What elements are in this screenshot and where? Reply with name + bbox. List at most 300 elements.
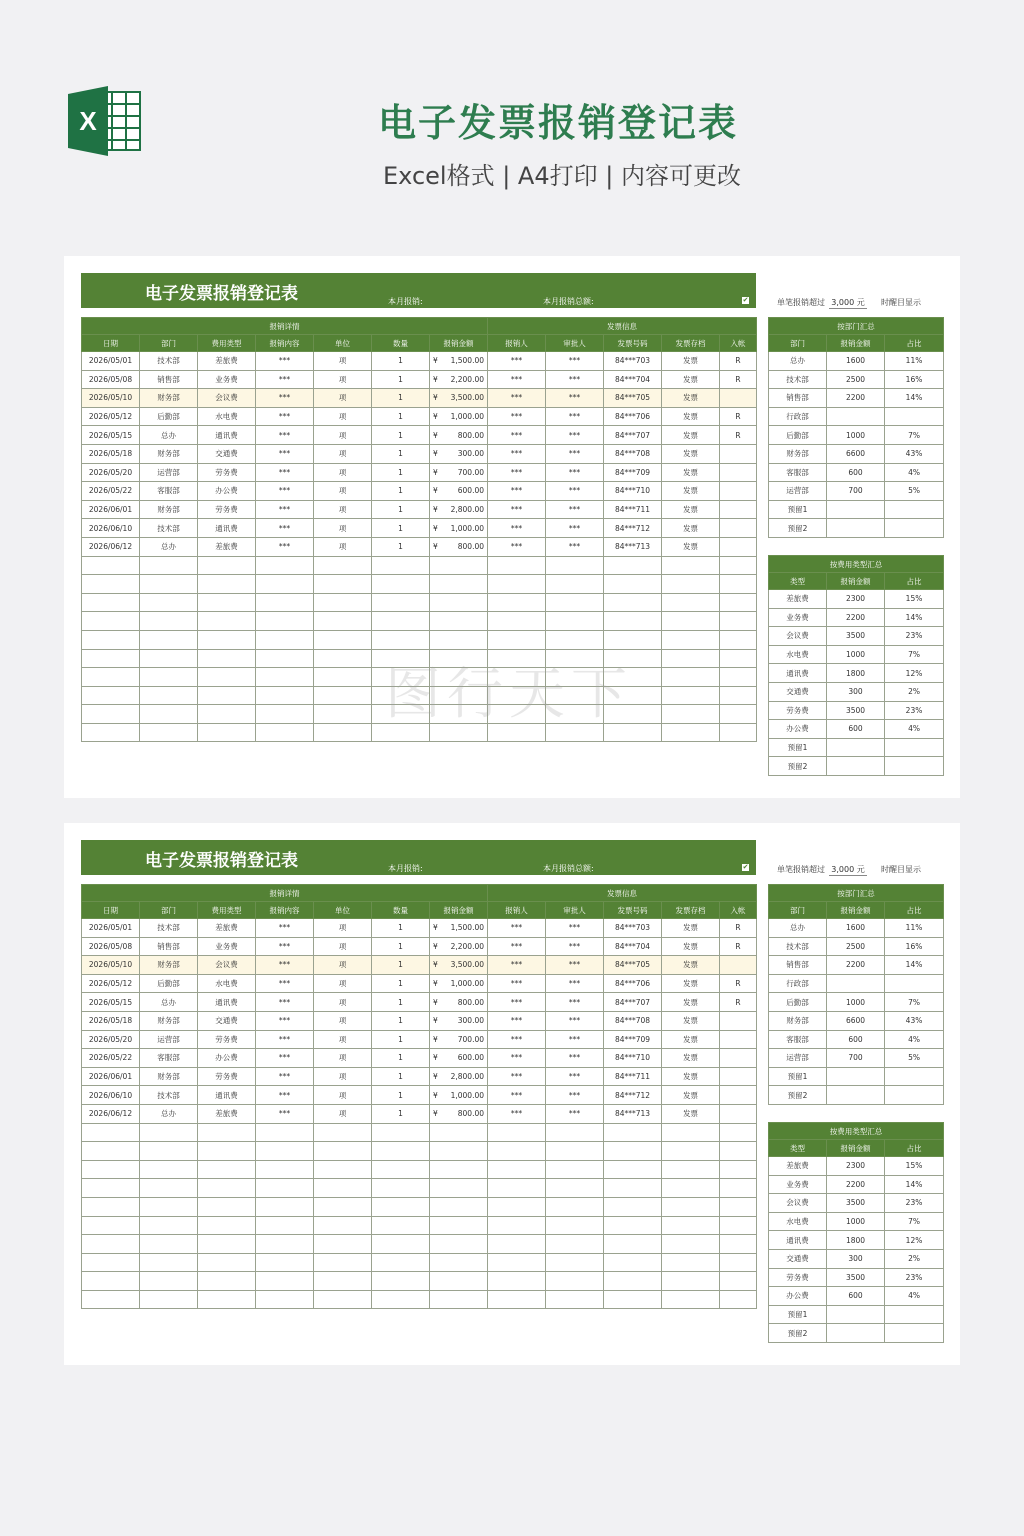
empty-cell[interactable] bbox=[256, 630, 314, 649]
summary-cell[interactable]: 预留1 bbox=[769, 500, 827, 519]
empty-cell[interactable] bbox=[372, 1123, 430, 1142]
summary-cell[interactable]: 600 bbox=[827, 1287, 885, 1306]
table-cell[interactable]: *** bbox=[546, 500, 604, 519]
empty-cell[interactable] bbox=[140, 668, 198, 687]
table-cell[interactable] bbox=[720, 519, 757, 538]
summary-cell[interactable]: 会议费 bbox=[769, 627, 827, 646]
table-cell[interactable]: 项 bbox=[314, 956, 372, 975]
table-cell[interactable] bbox=[720, 956, 757, 975]
table-cell[interactable] bbox=[430, 919, 488, 938]
table-cell[interactable]: 1 bbox=[372, 444, 430, 463]
table-cell[interactable] bbox=[720, 500, 757, 519]
empty-cell[interactable] bbox=[604, 1290, 662, 1309]
table-cell[interactable] bbox=[430, 482, 488, 501]
summary-cell[interactable] bbox=[885, 1305, 944, 1324]
summary-cell[interactable]: 23% bbox=[885, 627, 944, 646]
summary-cell[interactable]: 23% bbox=[885, 701, 944, 720]
empty-cell[interactable] bbox=[546, 1142, 604, 1161]
table-cell[interactable]: 1 bbox=[372, 370, 430, 389]
summary-cell[interactable]: 客服部 bbox=[769, 1030, 827, 1049]
table-cell[interactable]: 差旅费 bbox=[198, 1104, 256, 1123]
empty-cell[interactable] bbox=[314, 1290, 372, 1309]
table-cell[interactable]: *** bbox=[256, 537, 314, 556]
summary-cell[interactable]: 14% bbox=[885, 608, 944, 627]
table-cell[interactable]: *** bbox=[546, 370, 604, 389]
empty-cell[interactable] bbox=[314, 1142, 372, 1161]
table-cell[interactable]: 差旅费 bbox=[198, 537, 256, 556]
empty-cell[interactable] bbox=[488, 1179, 546, 1198]
table-cell[interactable]: 84***712 bbox=[604, 1086, 662, 1105]
summary-cell[interactable]: 1600 bbox=[827, 352, 885, 371]
table-cell[interactable]: 1 bbox=[372, 937, 430, 956]
empty-cell[interactable] bbox=[546, 575, 604, 594]
empty-cell[interactable] bbox=[314, 556, 372, 575]
empty-cell[interactable] bbox=[662, 1179, 720, 1198]
empty-cell[interactable] bbox=[546, 1123, 604, 1142]
summary-cell[interactable]: 43% bbox=[885, 444, 944, 463]
empty-cell[interactable] bbox=[546, 1253, 604, 1272]
table-cell[interactable]: *** bbox=[488, 500, 546, 519]
table-cell[interactable]: *** bbox=[488, 1067, 546, 1086]
table-cell[interactable]: 项 bbox=[314, 426, 372, 445]
threshold-value[interactable]: 3,000 元 bbox=[829, 864, 867, 876]
table-cell[interactable]: *** bbox=[256, 1104, 314, 1123]
empty-cell[interactable] bbox=[720, 668, 757, 687]
empty-cell[interactable] bbox=[198, 1179, 256, 1198]
empty-cell[interactable] bbox=[256, 1253, 314, 1272]
summary-cell[interactable]: 3500 bbox=[827, 1194, 885, 1213]
summary-cell[interactable]: 15% bbox=[885, 590, 944, 609]
table-cell[interactable]: 财务部 bbox=[140, 1067, 198, 1086]
empty-cell[interactable] bbox=[198, 630, 256, 649]
table-cell[interactable]: 通讯费 bbox=[198, 1086, 256, 1105]
empty-cell[interactable] bbox=[720, 575, 757, 594]
empty-cell[interactable] bbox=[430, 1235, 488, 1254]
empty-cell[interactable] bbox=[546, 1197, 604, 1216]
empty-cell[interactable] bbox=[662, 686, 720, 705]
empty-cell[interactable] bbox=[198, 556, 256, 575]
summary-cell[interactable]: 水电费 bbox=[769, 645, 827, 664]
table-cell[interactable]: 差旅费 bbox=[198, 352, 256, 371]
table-cell[interactable]: 1 bbox=[372, 1049, 430, 1068]
table-cell[interactable]: 84***706 bbox=[604, 974, 662, 993]
empty-cell[interactable] bbox=[140, 705, 198, 724]
table-cell[interactable]: *** bbox=[546, 1030, 604, 1049]
empty-cell[interactable] bbox=[256, 1216, 314, 1235]
table-cell[interactable]: 财务部 bbox=[140, 389, 198, 408]
table-cell[interactable]: *** bbox=[488, 974, 546, 993]
empty-cell[interactable] bbox=[430, 612, 488, 631]
empty-cell[interactable] bbox=[82, 686, 140, 705]
table-cell[interactable]: 总办 bbox=[140, 426, 198, 445]
summary-cell[interactable]: 预留1 bbox=[769, 1305, 827, 1324]
table-cell[interactable] bbox=[430, 1067, 488, 1086]
summary-cell[interactable]: 行政部 bbox=[769, 974, 827, 993]
table-cell[interactable]: 客服部 bbox=[140, 482, 198, 501]
empty-cell[interactable] bbox=[662, 1253, 720, 1272]
table-cell[interactable]: 业务费 bbox=[198, 937, 256, 956]
empty-cell[interactable] bbox=[140, 612, 198, 631]
empty-cell[interactable] bbox=[140, 1235, 198, 1254]
summary-cell[interactable]: 1800 bbox=[827, 1231, 885, 1250]
summary-cell[interactable] bbox=[885, 1067, 944, 1086]
table-cell[interactable]: *** bbox=[546, 1086, 604, 1105]
empty-cell[interactable] bbox=[430, 1216, 488, 1235]
table-cell[interactable]: 项 bbox=[314, 407, 372, 426]
empty-cell[interactable] bbox=[140, 1123, 198, 1142]
table-cell[interactable]: *** bbox=[488, 1086, 546, 1105]
summary-cell[interactable]: 1000 bbox=[827, 426, 885, 445]
empty-cell[interactable] bbox=[198, 1272, 256, 1291]
summary-cell[interactable]: 23% bbox=[885, 1268, 944, 1287]
table-cell[interactable]: *** bbox=[488, 937, 546, 956]
summary-cell[interactable]: 43% bbox=[885, 1011, 944, 1030]
summary-cell[interactable]: 4% bbox=[885, 1030, 944, 1049]
empty-cell[interactable] bbox=[372, 1197, 430, 1216]
table-cell[interactable]: *** bbox=[546, 444, 604, 463]
empty-cell[interactable] bbox=[430, 1123, 488, 1142]
table-cell[interactable]: 发票 bbox=[662, 482, 720, 501]
empty-cell[interactable] bbox=[604, 1235, 662, 1254]
table-cell[interactable]: 2026/05/22 bbox=[82, 482, 140, 501]
table-cell[interactable]: *** bbox=[488, 1030, 546, 1049]
summary-cell[interactable]: 12% bbox=[885, 664, 944, 683]
summary-cell[interactable]: 16% bbox=[885, 937, 944, 956]
empty-cell[interactable] bbox=[198, 705, 256, 724]
empty-cell[interactable] bbox=[604, 1197, 662, 1216]
table-cell[interactable]: *** bbox=[256, 919, 314, 938]
empty-cell[interactable] bbox=[198, 1142, 256, 1161]
table-cell[interactable] bbox=[720, 1104, 757, 1123]
empty-cell[interactable] bbox=[140, 1160, 198, 1179]
empty-cell[interactable] bbox=[488, 1197, 546, 1216]
empty-cell[interactable] bbox=[82, 1123, 140, 1142]
table-cell[interactable] bbox=[720, 537, 757, 556]
summary-cell[interactable]: 总办 bbox=[769, 352, 827, 371]
table-cell[interactable]: 技术部 bbox=[140, 519, 198, 538]
empty-cell[interactable] bbox=[82, 1253, 140, 1272]
table-cell[interactable] bbox=[430, 407, 488, 426]
empty-cell[interactable] bbox=[140, 723, 198, 742]
table-cell[interactable]: 2026/06/10 bbox=[82, 519, 140, 538]
summary-cell[interactable]: 600 bbox=[827, 463, 885, 482]
empty-cell[interactable] bbox=[256, 1290, 314, 1309]
summary-cell[interactable]: 预留1 bbox=[769, 1067, 827, 1086]
table-cell[interactable]: 1 bbox=[372, 537, 430, 556]
empty-cell[interactable] bbox=[198, 686, 256, 705]
summary-cell[interactable]: 客服部 bbox=[769, 463, 827, 482]
table-cell[interactable]: 财务部 bbox=[140, 444, 198, 463]
table-cell[interactable]: *** bbox=[488, 519, 546, 538]
empty-cell[interactable] bbox=[256, 1179, 314, 1198]
summary-cell[interactable]: 销售部 bbox=[769, 956, 827, 975]
empty-cell[interactable] bbox=[314, 1272, 372, 1291]
table-cell[interactable]: 发票 bbox=[662, 407, 720, 426]
table-cell[interactable]: 1 bbox=[372, 519, 430, 538]
table-cell[interactable]: 2026/05/10 bbox=[82, 956, 140, 975]
empty-cell[interactable] bbox=[198, 1253, 256, 1272]
summary-cell[interactable]: 4% bbox=[885, 463, 944, 482]
table-cell[interactable]: 发票 bbox=[662, 519, 720, 538]
table-cell[interactable] bbox=[430, 1049, 488, 1068]
summary-cell[interactable] bbox=[827, 1305, 885, 1324]
empty-cell[interactable] bbox=[372, 575, 430, 594]
table-cell[interactable] bbox=[430, 937, 488, 956]
empty-cell[interactable] bbox=[662, 612, 720, 631]
summary-cell[interactable]: 2200 bbox=[827, 608, 885, 627]
empty-cell[interactable] bbox=[256, 686, 314, 705]
summary-cell[interactable]: 1000 bbox=[827, 645, 885, 664]
empty-cell[interactable] bbox=[140, 1197, 198, 1216]
empty-cell[interactable] bbox=[314, 1253, 372, 1272]
table-cell[interactable] bbox=[430, 1086, 488, 1105]
empty-cell[interactable] bbox=[546, 593, 604, 612]
empty-cell[interactable] bbox=[140, 1142, 198, 1161]
empty-cell[interactable] bbox=[82, 556, 140, 575]
table-cell[interactable]: 84***706 bbox=[604, 407, 662, 426]
empty-cell[interactable] bbox=[314, 1216, 372, 1235]
empty-cell[interactable] bbox=[488, 1160, 546, 1179]
table-cell[interactable] bbox=[430, 426, 488, 445]
empty-cell[interactable] bbox=[314, 668, 372, 687]
empty-cell[interactable] bbox=[256, 723, 314, 742]
empty-cell[interactable] bbox=[662, 1235, 720, 1254]
empty-cell[interactable] bbox=[720, 1160, 757, 1179]
table-cell[interactable]: 发票 bbox=[662, 352, 720, 371]
empty-cell[interactable] bbox=[604, 1272, 662, 1291]
summary-cell[interactable] bbox=[885, 738, 944, 757]
empty-cell[interactable] bbox=[604, 1160, 662, 1179]
empty-cell[interactable] bbox=[140, 649, 198, 668]
table-cell[interactable]: 1 bbox=[372, 919, 430, 938]
table-cell[interactable]: 发票 bbox=[662, 974, 720, 993]
empty-cell[interactable] bbox=[546, 1235, 604, 1254]
table-cell[interactable]: 2026/05/22 bbox=[82, 1049, 140, 1068]
table-cell[interactable]: 项 bbox=[314, 500, 372, 519]
empty-cell[interactable] bbox=[488, 1142, 546, 1161]
table-cell[interactable]: 项 bbox=[314, 463, 372, 482]
table-cell[interactable]: 通讯费 bbox=[198, 519, 256, 538]
summary-cell[interactable] bbox=[827, 1086, 885, 1105]
empty-cell[interactable] bbox=[662, 723, 720, 742]
summary-cell[interactable] bbox=[827, 1067, 885, 1086]
summary-cell[interactable]: 劳务费 bbox=[769, 1268, 827, 1287]
summary-cell[interactable]: 2% bbox=[885, 1249, 944, 1268]
table-cell[interactable]: 发票 bbox=[662, 389, 720, 408]
empty-cell[interactable] bbox=[82, 1272, 140, 1291]
table-cell[interactable]: *** bbox=[546, 937, 604, 956]
empty-cell[interactable] bbox=[662, 1197, 720, 1216]
empty-cell[interactable] bbox=[372, 593, 430, 612]
empty-cell[interactable] bbox=[140, 1290, 198, 1309]
empty-cell[interactable] bbox=[198, 1123, 256, 1142]
table-cell[interactable]: 劳务费 bbox=[198, 1067, 256, 1086]
table-cell[interactable]: *** bbox=[546, 426, 604, 445]
summary-cell[interactable]: 1800 bbox=[827, 664, 885, 683]
empty-cell[interactable] bbox=[372, 556, 430, 575]
table-cell[interactable]: 84***704 bbox=[604, 937, 662, 956]
empty-cell[interactable] bbox=[372, 1142, 430, 1161]
empty-cell[interactable] bbox=[198, 1160, 256, 1179]
table-cell[interactable]: 技术部 bbox=[140, 919, 198, 938]
summary-cell[interactable] bbox=[885, 407, 944, 426]
summary-cell[interactable]: 预留2 bbox=[769, 1324, 827, 1343]
table-cell[interactable]: 84***713 bbox=[604, 1104, 662, 1123]
table-cell[interactable]: *** bbox=[256, 389, 314, 408]
checkbox[interactable]: ✔ bbox=[742, 863, 749, 871]
summary-cell[interactable]: 销售部 bbox=[769, 389, 827, 408]
empty-cell[interactable] bbox=[662, 1216, 720, 1235]
table-cell[interactable]: *** bbox=[546, 993, 604, 1012]
table-cell[interactable]: 通讯费 bbox=[198, 993, 256, 1012]
summary-cell[interactable]: 运营部 bbox=[769, 482, 827, 501]
empty-cell[interactable] bbox=[430, 556, 488, 575]
empty-cell[interactable] bbox=[198, 1216, 256, 1235]
table-cell[interactable]: 水电费 bbox=[198, 407, 256, 426]
table-cell[interactable]: 项 bbox=[314, 482, 372, 501]
table-cell[interactable]: *** bbox=[256, 956, 314, 975]
empty-cell[interactable] bbox=[198, 1197, 256, 1216]
empty-cell[interactable] bbox=[662, 556, 720, 575]
empty-cell[interactable] bbox=[720, 1216, 757, 1235]
empty-cell[interactable] bbox=[662, 1142, 720, 1161]
empty-cell[interactable] bbox=[372, 612, 430, 631]
table-cell[interactable] bbox=[430, 444, 488, 463]
empty-cell[interactable] bbox=[546, 1160, 604, 1179]
table-cell[interactable]: 业务费 bbox=[198, 370, 256, 389]
empty-cell[interactable] bbox=[314, 1197, 372, 1216]
summary-cell[interactable]: 3500 bbox=[827, 701, 885, 720]
table-cell[interactable]: 项 bbox=[314, 519, 372, 538]
summary-cell[interactable]: 300 bbox=[827, 1249, 885, 1268]
summary-cell[interactable]: 6600 bbox=[827, 1011, 885, 1030]
summary-cell[interactable]: 交通费 bbox=[769, 682, 827, 701]
table-cell[interactable]: 发票 bbox=[662, 937, 720, 956]
summary-cell[interactable] bbox=[827, 407, 885, 426]
table-cell[interactable]: 1 bbox=[372, 1086, 430, 1105]
table-cell[interactable] bbox=[720, 1011, 757, 1030]
table-cell[interactable]: 办公费 bbox=[198, 482, 256, 501]
table-cell[interactable]: 发票 bbox=[662, 1067, 720, 1086]
table-cell[interactable]: 发票 bbox=[662, 1104, 720, 1123]
empty-cell[interactable] bbox=[662, 1290, 720, 1309]
table-cell[interactable]: 84***712 bbox=[604, 519, 662, 538]
table-cell[interactable]: *** bbox=[256, 426, 314, 445]
summary-cell[interactable] bbox=[885, 757, 944, 776]
table-cell[interactable]: *** bbox=[488, 463, 546, 482]
empty-cell[interactable] bbox=[430, 593, 488, 612]
empty-cell[interactable] bbox=[82, 1216, 140, 1235]
table-cell[interactable] bbox=[430, 463, 488, 482]
table-cell[interactable]: 1 bbox=[372, 1067, 430, 1086]
table-cell[interactable]: 84***705 bbox=[604, 956, 662, 975]
table-cell[interactable]: *** bbox=[488, 537, 546, 556]
summary-cell[interactable] bbox=[885, 500, 944, 519]
table-cell[interactable]: 1 bbox=[372, 974, 430, 993]
table-cell[interactable]: 会议费 bbox=[198, 956, 256, 975]
summary-cell[interactable] bbox=[827, 974, 885, 993]
table-cell[interactable]: 发票 bbox=[662, 1086, 720, 1105]
table-cell[interactable]: 后勤部 bbox=[140, 974, 198, 993]
empty-cell[interactable] bbox=[720, 649, 757, 668]
table-cell[interactable]: *** bbox=[256, 407, 314, 426]
table-cell[interactable]: 2026/05/01 bbox=[82, 352, 140, 371]
empty-cell[interactable] bbox=[546, 556, 604, 575]
empty-cell[interactable] bbox=[430, 1197, 488, 1216]
empty-cell[interactable] bbox=[82, 723, 140, 742]
empty-cell[interactable] bbox=[604, 1179, 662, 1198]
table-cell[interactable]: 2026/05/18 bbox=[82, 444, 140, 463]
summary-cell[interactable]: 1000 bbox=[827, 993, 885, 1012]
summary-cell[interactable]: 2300 bbox=[827, 1157, 885, 1176]
empty-cell[interactable] bbox=[198, 649, 256, 668]
table-cell[interactable]: 财务部 bbox=[140, 500, 198, 519]
table-cell[interactable] bbox=[720, 1067, 757, 1086]
empty-cell[interactable] bbox=[256, 1272, 314, 1291]
summary-cell[interactable]: 300 bbox=[827, 682, 885, 701]
table-cell[interactable]: 2026/05/15 bbox=[82, 426, 140, 445]
empty-cell[interactable] bbox=[720, 1290, 757, 1309]
table-cell[interactable]: 劳务费 bbox=[198, 463, 256, 482]
table-cell[interactable]: 项 bbox=[314, 1011, 372, 1030]
empty-cell[interactable] bbox=[372, 1216, 430, 1235]
table-cell[interactable]: 2026/05/12 bbox=[82, 974, 140, 993]
table-cell[interactable]: 总办 bbox=[140, 993, 198, 1012]
empty-cell[interactable] bbox=[430, 575, 488, 594]
summary-cell[interactable]: 2200 bbox=[827, 389, 885, 408]
table-cell[interactable]: R bbox=[720, 407, 757, 426]
table-cell[interactable]: 2026/05/10 bbox=[82, 389, 140, 408]
empty-cell[interactable] bbox=[256, 593, 314, 612]
table-cell[interactable]: 2026/05/08 bbox=[82, 370, 140, 389]
empty-cell[interactable] bbox=[662, 649, 720, 668]
summary-cell[interactable]: 5% bbox=[885, 1049, 944, 1068]
summary-cell[interactable]: 700 bbox=[827, 482, 885, 501]
table-cell[interactable] bbox=[430, 1104, 488, 1123]
empty-cell[interactable] bbox=[82, 1235, 140, 1254]
empty-cell[interactable] bbox=[546, 612, 604, 631]
summary-cell[interactable]: 差旅费 bbox=[769, 590, 827, 609]
summary-cell[interactable] bbox=[827, 738, 885, 757]
table-cell[interactable]: 1 bbox=[372, 956, 430, 975]
summary-cell[interactable]: 预留1 bbox=[769, 738, 827, 757]
empty-cell[interactable] bbox=[82, 612, 140, 631]
table-cell[interactable]: 1 bbox=[372, 389, 430, 408]
table-cell[interactable]: *** bbox=[488, 1104, 546, 1123]
empty-cell[interactable] bbox=[314, 1160, 372, 1179]
empty-cell[interactable] bbox=[720, 593, 757, 612]
table-cell[interactable]: 84***703 bbox=[604, 919, 662, 938]
table-cell[interactable]: 84***711 bbox=[604, 1067, 662, 1086]
table-cell[interactable]: *** bbox=[488, 993, 546, 1012]
empty-cell[interactable] bbox=[720, 1235, 757, 1254]
summary-cell[interactable]: 6600 bbox=[827, 444, 885, 463]
empty-cell[interactable] bbox=[82, 1179, 140, 1198]
table-cell[interactable]: 项 bbox=[314, 1104, 372, 1123]
threshold-value[interactable]: 3,000 元 bbox=[829, 297, 867, 309]
table-cell[interactable] bbox=[720, 1030, 757, 1049]
empty-cell[interactable] bbox=[82, 1142, 140, 1161]
empty-cell[interactable] bbox=[720, 1272, 757, 1291]
summary-cell[interactable]: 业务费 bbox=[769, 608, 827, 627]
table-cell[interactable]: 水电费 bbox=[198, 974, 256, 993]
empty-cell[interactable] bbox=[604, 1216, 662, 1235]
table-cell[interactable]: 1 bbox=[372, 482, 430, 501]
summary-cell[interactable]: 2300 bbox=[827, 590, 885, 609]
table-cell[interactable]: 1 bbox=[372, 500, 430, 519]
empty-cell[interactable] bbox=[314, 1179, 372, 1198]
table-cell[interactable]: *** bbox=[488, 407, 546, 426]
